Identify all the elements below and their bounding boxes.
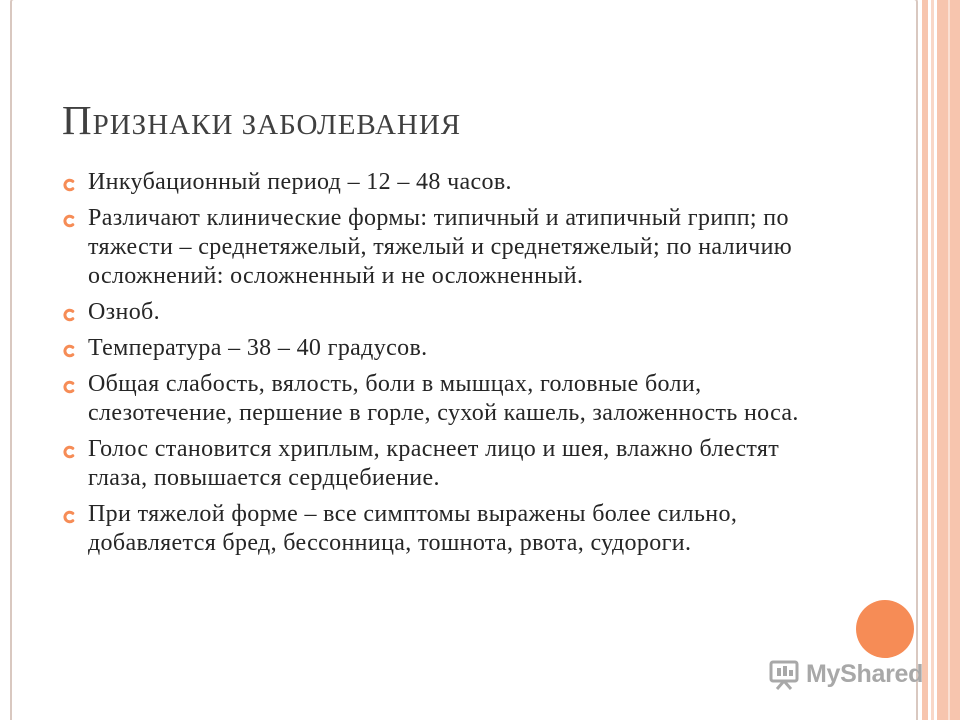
bullet-item [63,168,843,197]
bullet-text: При тяжелой форме – все симптомы выражены более сильно, добавляется бред, бессонница, тошнота, рвота, судороги. [88,501,738,556]
bullet-item [63,298,843,327]
projector-screen-icon [768,658,802,690]
bullet-marker-icon [63,445,77,459]
slide-title: ПРИЗНАКИ ЗАБОЛЕВАНИЯ [62,97,462,143]
bullet-item [63,500,843,558]
bullet-item [63,435,843,493]
bullet-text: Озноб. [88,299,160,325]
watermark-text: MyShared [806,659,924,688]
right-decor-stripe [948,0,950,720]
bullet-item [63,334,843,363]
bullet-marker-icon [63,344,77,358]
bullet-text: Температура – 38 – 40 градусов. [88,335,428,361]
bullet-text: Общая слабость, вялость, боли в мышцах, головные боли, слезотечение, першение в горле, сухой кашель, заложенность носа. [88,371,799,426]
bullet-item [63,370,843,428]
bullet-marker-icon [63,178,77,192]
bullet-item [63,204,843,291]
bullet-text: Голос становится хриплым, краснеет лицо и шея, влажно блестят глаза, повышается сердцебиение. [88,436,780,491]
decor-circle [856,600,914,658]
bullet-text: Различают клинические формы: типичный и атипичный грипп; по тяжести – среднетяжелый, тяжелый и среднетяжелый; по наличию осложнений: осложненный и не осложненный. [88,205,793,289]
bullet-marker-icon [63,380,77,394]
right-decor-stripe [931,0,934,720]
bullet-marker-icon [63,214,77,228]
bullet-list [63,168,843,565]
watermark[interactable] [768,656,923,692]
bullet-text: Инкубационный период – 12 – 48 часов. [88,169,512,195]
bullet-marker-icon [63,308,77,322]
right-decor-stripe [922,0,928,720]
bullet-marker-icon [63,510,77,524]
